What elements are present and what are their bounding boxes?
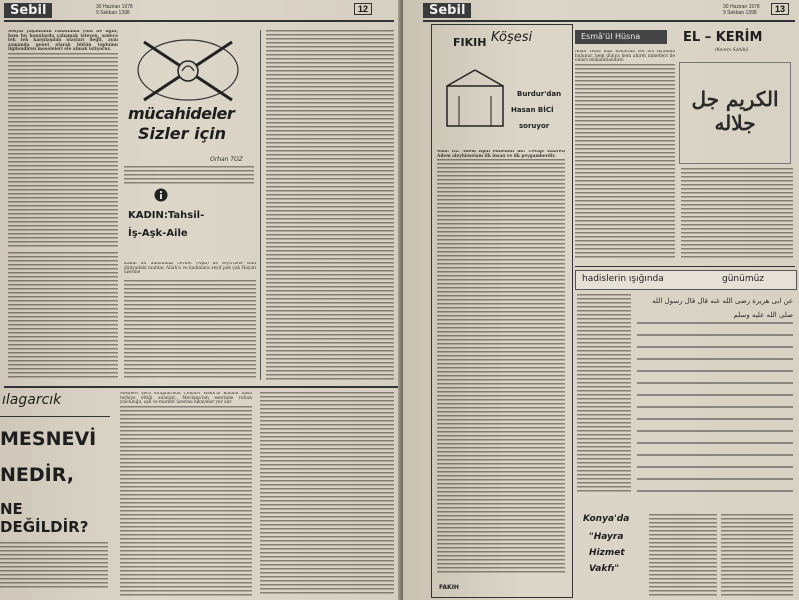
lead-paragraph: Sosyal yaşantının rahatlama yolu ile ilgili, hem bu konularda çalışmak isteyen, sadece tek tek karşılaşılan olayları değil, aynı zamanda genel olarak bütün toplumu ilgilendiren meseleleri ele almak istiyoruz. <box>8 30 118 53</box>
lower-heading-line2: NEDİR, <box>0 464 74 486</box>
fikih-answer <box>437 150 565 580</box>
column-title-line1: mücahideler <box>128 104 235 123</box>
body-column <box>120 392 252 596</box>
fikih-header <box>435 28 567 146</box>
esma-lead: Allah Teala bazı kullarına bol bol ikramda bulunur, hem dünya hem ahiret nimetleri ile onları mükafatlandırır. <box>575 50 675 64</box>
intro-text: Kadın bir anlatılmaz cevher (Aşkı) ile zeyd'nete olan dünyadaki muhtac Allah'a ve kadınlara zeyd pek çok Hayatı üzerine <box>124 262 256 276</box>
konya-column <box>649 514 717 596</box>
konya-box <box>575 512 645 596</box>
text-block <box>124 280 256 380</box>
esma-label: Esmâ'ül Hüsna <box>581 32 641 41</box>
kicker: ılagarcık <box>2 392 62 408</box>
body-column <box>8 30 118 248</box>
konya-column <box>721 514 793 596</box>
crossed-swords-illustration <box>124 30 252 110</box>
esma-subtitle: (Kerem Sahibi) <box>715 48 749 53</box>
page-number: 12 <box>354 3 372 15</box>
column-logo <box>124 30 252 150</box>
fikih-signature: FAKIH <box>439 584 459 591</box>
masthead-rule <box>423 20 795 22</box>
column-divider <box>260 30 261 380</box>
text-block <box>721 514 793 596</box>
fikih-title-line2: Köşesi <box>491 30 533 45</box>
headline-line1: KADIN:Tahsil- <box>128 210 205 221</box>
right-page <box>403 0 799 600</box>
calligraphy-text: الكريم جل جلاله <box>691 87 779 135</box>
right-masthead <box>423 3 795 19</box>
body-column <box>8 252 118 380</box>
fikih-title-line1: FIKIH <box>453 36 487 49</box>
info-icon <box>154 188 168 202</box>
lower-heading <box>0 392 112 592</box>
scholar-illustration <box>439 66 519 136</box>
body-column <box>124 166 254 186</box>
headline-line2: İş-Aşk-Aile <box>128 228 188 239</box>
question-line1: Burdur'dan <box>517 90 562 98</box>
konya-line4: Vakfı" <box>589 564 620 574</box>
hadis-header <box>575 270 797 290</box>
author-byline: Orhan TOZ <box>210 156 243 163</box>
body-column <box>266 30 394 380</box>
esma-name: EL – KERİM <box>683 30 763 45</box>
hadis-label-right: günümüz <box>722 274 765 284</box>
lower-heading-line1: MESNEVİ <box>0 428 97 450</box>
page-number: 13 <box>771 3 789 15</box>
masthead-issue: 9 Sekban 1398 <box>723 10 757 16</box>
text-block <box>649 514 717 596</box>
masthead-date: 30 Haziran 1978 <box>723 4 760 10</box>
text-block <box>260 392 394 596</box>
esma-column-left <box>575 50 675 260</box>
answer-lead: Sual: Hz. Adem ispat edilebilir mi? Cevap: Hazreti Adem aleyhisselam ilk insan ve ilk peygamberdir. <box>437 150 565 159</box>
question-line3: soruyor <box>519 122 550 130</box>
section-rule <box>575 266 795 267</box>
hadis-arabic-block <box>637 294 793 508</box>
question-line2: Hasan BİCİ <box>511 106 554 114</box>
hadis-column-left <box>577 294 631 494</box>
text-block <box>266 30 394 380</box>
text-block <box>8 53 118 248</box>
section-rule <box>4 386 398 388</box>
text-block <box>120 406 252 596</box>
esma-column-right <box>681 168 793 260</box>
body-column <box>0 542 108 590</box>
esma-label-band <box>575 30 667 44</box>
text-block <box>575 64 675 258</box>
text-block <box>0 542 108 590</box>
text-block <box>8 252 118 380</box>
hadis-arabic-text: عن ابى هريرة رضى الله عنه قال قال رسول الله صلى الله عليه وسلم <box>652 297 793 319</box>
konya-line1: Konya'da <box>583 514 630 524</box>
konya-line3: Hizmet <box>589 548 625 558</box>
text-block <box>124 166 254 186</box>
body-column <box>260 392 394 596</box>
text-block <box>681 168 793 260</box>
masthead-issue: 9 Sekban 1398 <box>96 10 130 16</box>
masthead-date: 30 Haziran 1978 <box>96 4 133 10</box>
calligraphy-panel <box>679 62 791 164</box>
kicker-rule <box>0 416 110 417</box>
text-block <box>577 294 631 494</box>
hadis-label-left: hadislerin ışığında <box>582 274 664 284</box>
masthead-rule <box>4 20 394 22</box>
arabic-lines <box>637 322 793 502</box>
lower-heading-line3: NE DEĞİLDİR? <box>0 500 89 536</box>
article-intro <box>124 262 256 276</box>
text-block <box>437 159 565 575</box>
left-masthead <box>4 3 394 19</box>
mesnevi-lead: Mesnevi şerh kitaplarında Cenab-ı Hakk'ın kulunu nasıl terbiye ettiği anlatılır; Mevlana'nın eserinde ruhun yolculuğu, aşk ve marifet üzerine hikayeler yer alır. <box>120 392 252 406</box>
masthead-logo: Sebil <box>423 3 471 18</box>
masthead-logo: Sebil <box>4 3 52 18</box>
column-title-line2: Sizler için <box>138 124 226 143</box>
article-headline <box>124 188 254 258</box>
konya-line2: "Hayra <box>589 532 624 542</box>
body-column <box>124 280 256 380</box>
